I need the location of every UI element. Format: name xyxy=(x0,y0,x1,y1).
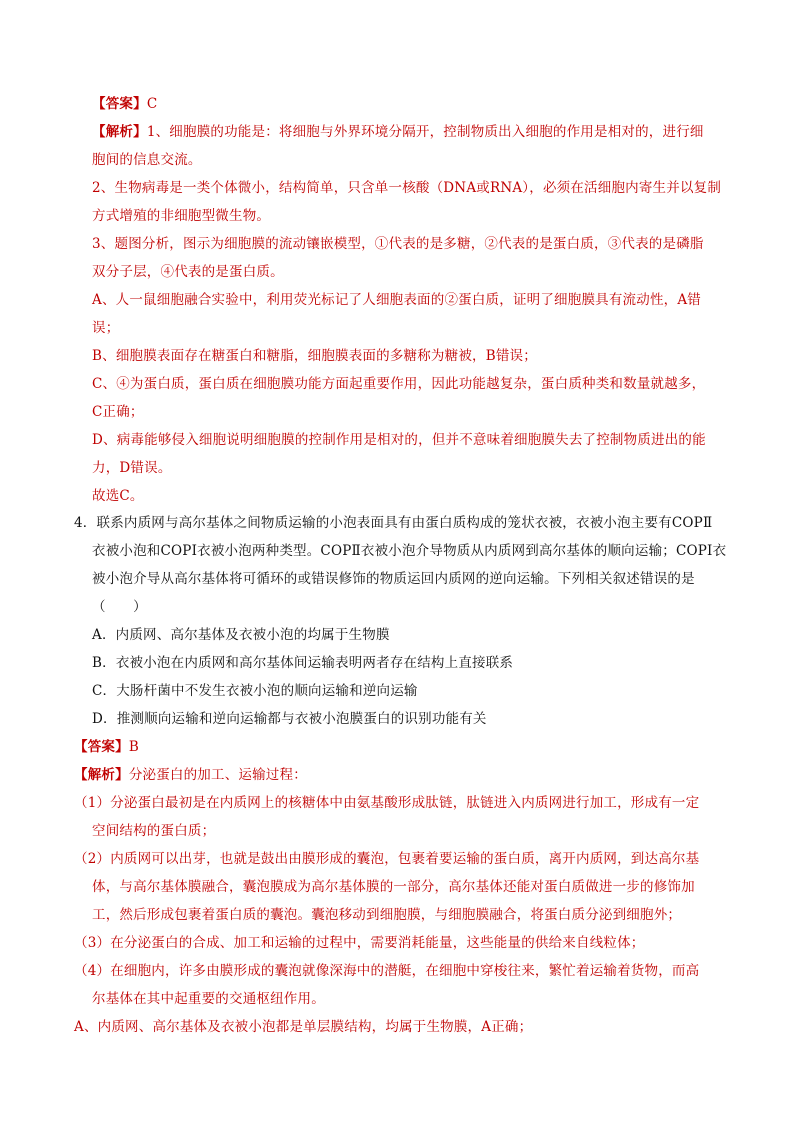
q4-option-d: D．推测顺向运输和逆向运输都与衣被小泡膜蛋白的识别功能有关 xyxy=(92,711,487,727)
q4-analysis-line-3: 体，与高尔基体膜融合，囊泡膜成为高尔基体膜的一部分，高尔基体还能对蛋白质做进一步的修饰加 xyxy=(92,879,695,895)
prev-analysis-line-3: 方式增殖的非细胞型微生物。 xyxy=(92,208,271,224)
prev-analysis-line-12: 力，D错误。 xyxy=(92,460,172,476)
prev-analysis-line-10: C正确； xyxy=(92,404,144,420)
q4-analysis-line-2: （2）内质网可以出芽，也就是鼓出由膜形成的囊泡，包裹着要运输的蛋白质，离开内质网，到达高尔基 xyxy=(74,851,700,867)
prev-analysis-line-2: 2、生物病毒是一类个体微小，结构简单，只含单一核酸（DNA或RNA），必须在活细胞内寄生并以复制 xyxy=(92,180,722,196)
prev-analysis-line-4: 3、题图分析，图示为细胞膜的流动镶嵌模型，①代表的是多糖，②代表的是蛋白质，③代表的是磷脂 xyxy=(92,236,704,252)
answer-label: 【答案】 xyxy=(74,739,129,755)
q4-stem-line-2: 被小泡介导从高尔基体将可循环的或错误修饰的物质运回内质网的逆向运输。下列相关叙述错误的是 xyxy=(92,571,695,587)
q4-stem-line-1: 衣被小泡和COPⅠ衣被小泡两种类型。COPⅡ衣被小泡介导物质从内质网到高尔基体的顺向运输；COPⅠ衣 xyxy=(92,543,727,559)
q4-analysis-line-0: （1）分泌蛋白最初是在内质网上的核糖体中由氨基酸形成肽链，肽链进入内质网进行加工，形成有一定 xyxy=(74,795,700,811)
prev-analysis-line-7: 误； xyxy=(92,320,120,336)
q4-option-a: A．内质网、高尔基体及衣被小泡的均属于生物膜 xyxy=(92,627,390,643)
prev-analysis-line-13: 故选C。 xyxy=(92,488,144,504)
q4-analysis-line-8: A、内质网、高尔基体及衣被小泡都是单层膜结构，均属于生物膜，A正确； xyxy=(74,1019,533,1035)
answer-label: 【答案】 xyxy=(92,96,147,112)
prev-analysis-line-6: A、人一鼠细胞融合实验中，利用荧光标记了人细胞表面的②蛋白质，证明了细胞膜具有流动性，A错 xyxy=(92,292,701,308)
answer-value: B xyxy=(128,739,139,755)
analysis-label: 【解析】 xyxy=(92,124,147,140)
prev-analysis-line-11: D、病毒能够侵入细胞说明细胞膜的控制作用是相对的，但并不意味着细胞膜失去了控制物质进出的能 xyxy=(92,432,706,448)
q4-stem-line-0: 4．联系内质网与高尔基体之间物质运输的小泡表面具有由蛋白质构成的笼状衣被，衣被小泡主要有COPⅡ xyxy=(74,515,713,531)
q4-option-b: B．衣被小泡在内质网和高尔基体间运输表明两者存在结构上直接联系 xyxy=(92,655,514,671)
q4-analysis-line-4: 工，然后形成包裹着蛋白质的囊泡。囊泡移动到细胞膜，与细胞膜融合，将蛋白质分泌到细胞外； xyxy=(92,907,682,923)
prev-analysis-line-9: C、④为蛋白质，蛋白质在细胞膜功能方面起重要作用，因此功能越复杂，蛋白质种类和数量就越多， xyxy=(92,376,706,392)
prev-analysis-line-8: B、细胞膜表面存在糖蛋白和糖脂，细胞膜表面的多糖称为糖被，B错误； xyxy=(92,348,537,364)
prev-analysis-line-0 xyxy=(92,122,704,142)
q4-analysis-line-7: 尔基体在其中起重要的交通枢纽作用。 xyxy=(92,991,325,1007)
analysis-label: 【解析】 xyxy=(74,767,129,783)
q4-analysis-line-5: （3）在分泌蛋白的合成、加工和运输的过程中，需要消耗能量，这些能量的供给来自线粒体； xyxy=(74,935,645,951)
prev-analysis-line-5: 双分子层，④代表的是蛋白质。 xyxy=(92,264,284,280)
q4-analysis-line-1: 空间结构的蛋白质； xyxy=(92,823,216,839)
answer-value: C xyxy=(146,96,158,112)
q4-analysis-head xyxy=(74,765,307,785)
q4-analysis-line-6: （4）在细胞内，许多由膜形成的囊泡就像深海中的潜艇，在细胞中穿梭往来，繁忙着运输着货物，而高 xyxy=(74,963,700,979)
q4-answer-line xyxy=(74,737,139,757)
analysis-text: 分泌蛋白的加工、运输过程： xyxy=(128,767,307,783)
prev-answer-line xyxy=(92,94,157,114)
q4-option-c: C．大肠杆菌中不发生衣被小泡的顺向运输和逆向运输 xyxy=(92,683,418,699)
q4-stem-line-3: （ ） xyxy=(92,599,147,615)
analysis-text: 1、细胞膜的功能是：将细胞与外界环境分隔开，控制物质出入细胞的作用是相对的，进行细 xyxy=(146,124,704,140)
prev-analysis-line-1: 胞间的信息交流。 xyxy=(92,152,202,168)
